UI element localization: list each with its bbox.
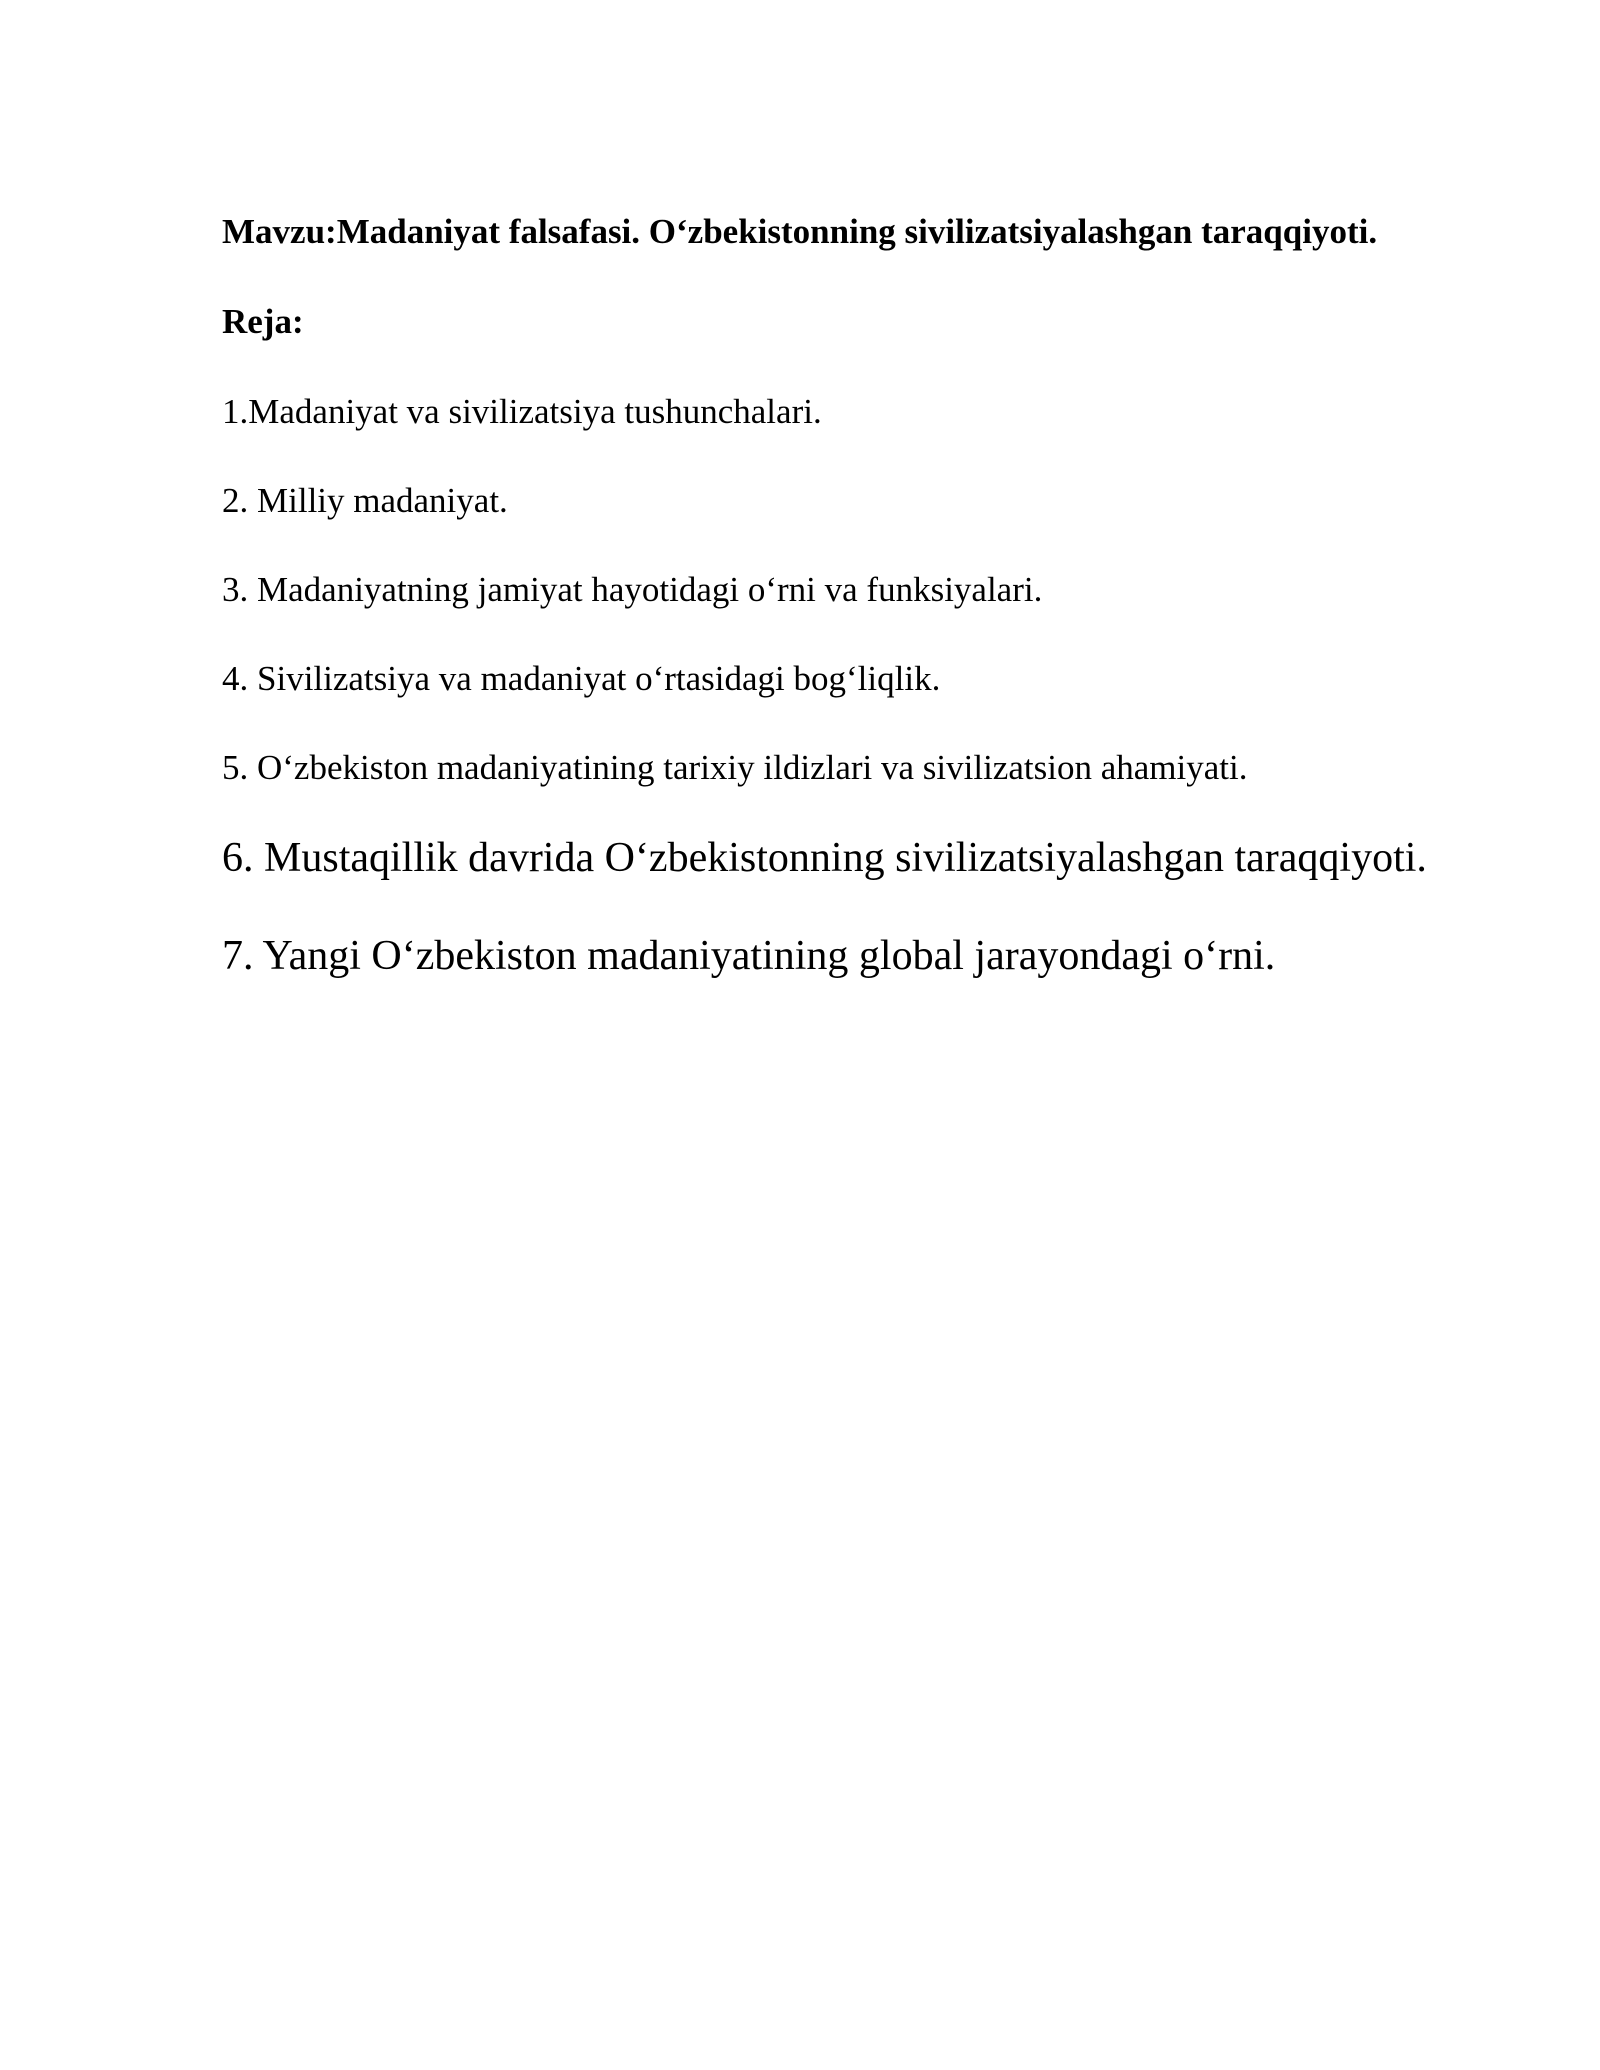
plan-item-2: 2. Milliy madaniyat.	[222, 481, 508, 520]
plan-item-1: 1.Madaniyat va sivilizatsiya tushunchalari.	[222, 392, 822, 431]
plan-item-6: 6. Mustaqillik davrida O‘zbekistonning sivilizatsiyalashgan taraqqiyoti.	[222, 835, 1427, 881]
plan-heading: Reja:	[222, 302, 304, 341]
plan-item-7: 7. Yangi O‘zbekiston madaniyatining global jarayondagi o‘rni.	[222, 933, 1276, 979]
document-title: Mavzu:Madaniyat falsafasi. O‘zbekistonning sivilizatsiyalashgan taraqqiyoti.	[222, 212, 1378, 251]
plan-item-4: 4. Sivilizatsiya va madaniyat o‘rtasidagi bog‘liqlik.	[222, 659, 941, 698]
document-body	[222, 208, 1482, 984]
plan-item-3: 3. Madaniyatning jamiyat hayotidagi o‘rni va funksiyalari.	[222, 570, 1043, 609]
plan-item-5: 5. O‘zbekiston madaniyatining tarixiy ildizlari va sivilizatsion ahamiyati.	[222, 748, 1248, 787]
